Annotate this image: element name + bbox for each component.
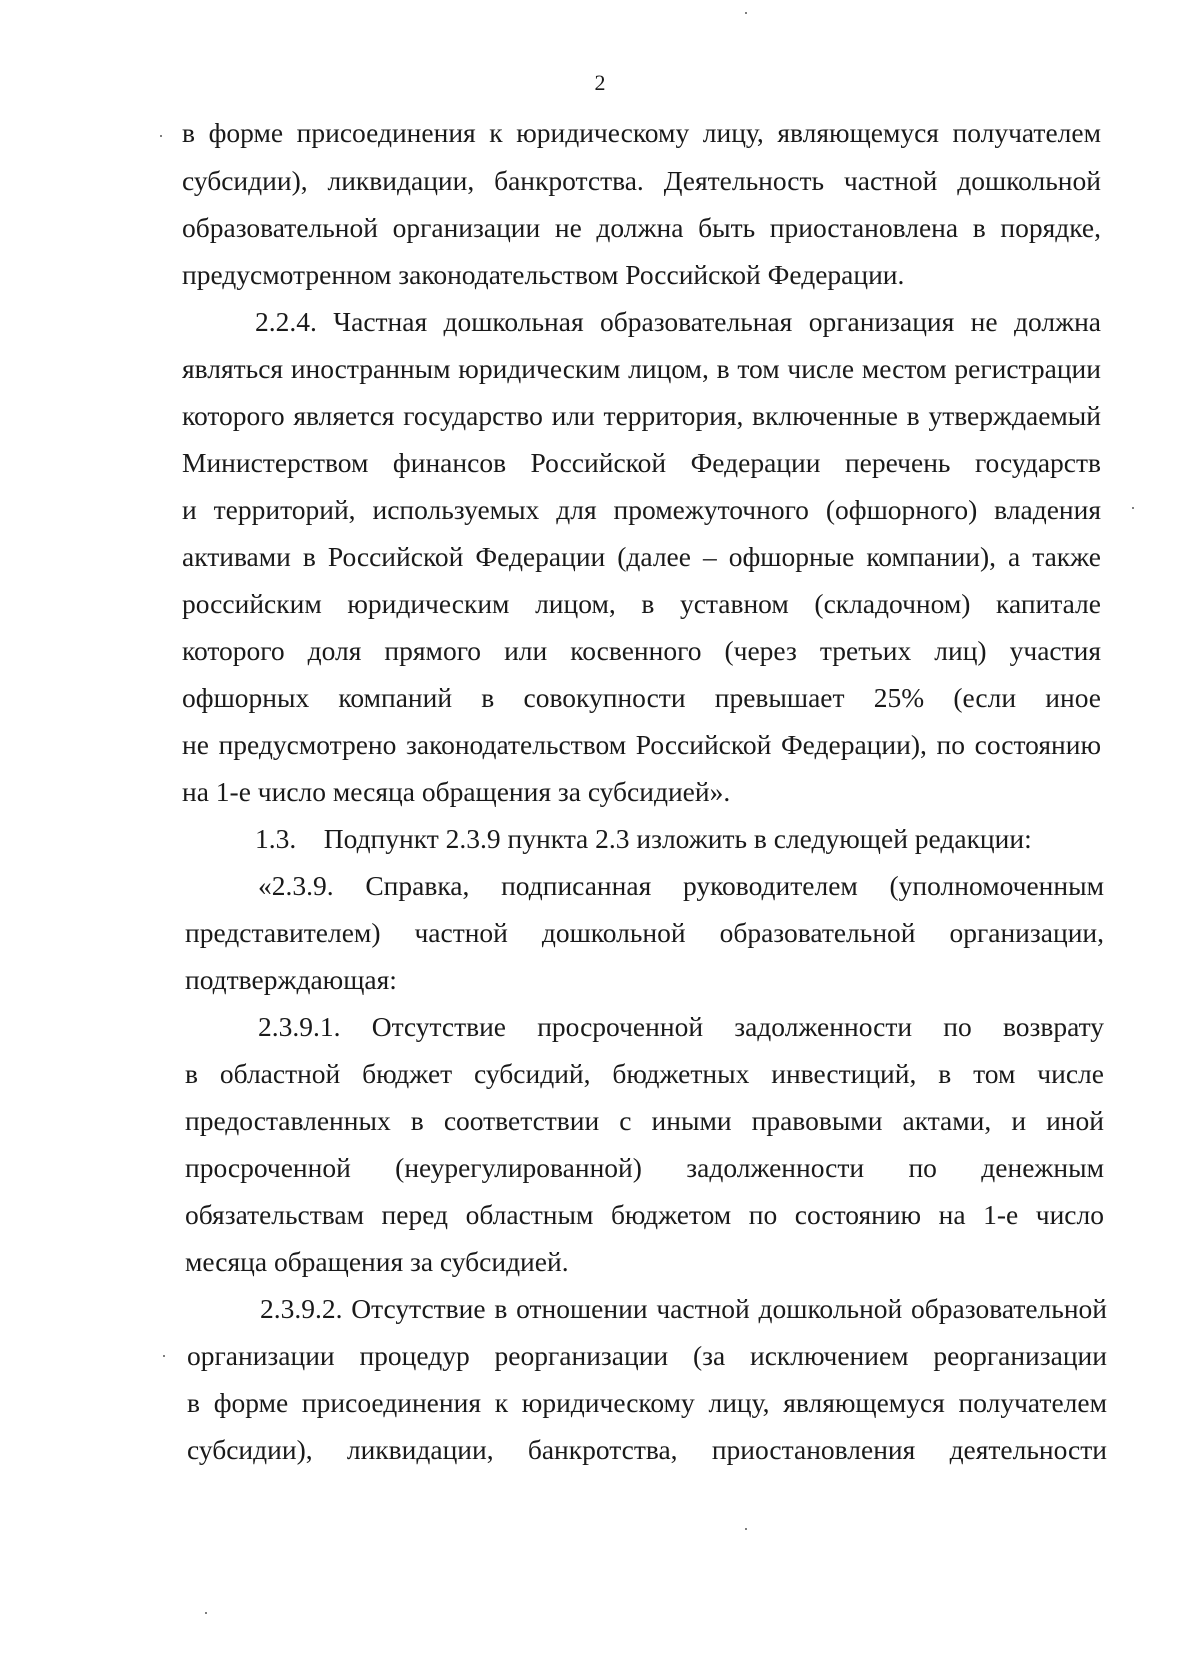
text-line: Министерством финансов Российской Федерации перечень государств (182, 447, 1101, 478)
text-line: и территорий, используемых для промежуточного (офшорного) владения (182, 494, 1101, 525)
text-line: предоставленных в соответствии с иными правовыми актами, и иной (185, 1105, 1104, 1136)
scan-speck (745, 12, 747, 14)
text-line: являться иностранным юридическим лицом, в том числе местом регистрации (182, 353, 1101, 384)
text-line: российским юридическим лицом, в уставном (складочном) капитале (182, 588, 1101, 619)
text-line: предусмотренном законодательством Российской Федерации. (182, 259, 905, 290)
text-line: месяца обращения за субсидией. (185, 1246, 569, 1277)
text-line: представителем) частной дошкольной образовательной организации, (185, 917, 1104, 948)
scan-speck (163, 1355, 165, 1357)
text-line: 2.3.9.1. Отсутствие просроченной задолженности по возврату (258, 1011, 1104, 1042)
text-line: организации процедур реорганизации (за исключением реорганизации (187, 1340, 1107, 1371)
text-line: 2.3.9.2. Отсутствие в отношении частной дошкольной образовательной (260, 1293, 1107, 1324)
text-line: активами в Российской Федерации (далее – офшорные компании), а также (182, 541, 1101, 572)
scan-speck (205, 1612, 207, 1614)
scan-speck (745, 1528, 747, 1530)
text-line: которого является государство или территория, включенные в утверждаемый (182, 400, 1101, 431)
text-line: образовательной организации не должна быть приостановлена в порядке, (182, 212, 1101, 243)
text-line: на 1-е число месяца обращения за субсидией». (182, 776, 731, 807)
scan-speck (160, 135, 162, 137)
page-number: 2 (594, 70, 606, 95)
text-line: в форме присоединения к юридическому лицу, являющемуся получателем (187, 1387, 1107, 1418)
scan-speck (1132, 507, 1134, 509)
text-line: которого доля прямого или косвенного (через третьих лиц) участия (182, 635, 1101, 666)
text-line: субсидии), ликвидации, банкротства, приостановления деятельности (187, 1434, 1107, 1465)
text-line: 2.2.4. Частная дошкольная образовательная организация не должна (255, 306, 1101, 337)
text-line: субсидии), ликвидации, банкротства. Деятельность частной дошкольной (182, 165, 1101, 196)
text-line: просроченной (неурегулированной) задолженности по денежным (185, 1152, 1104, 1183)
text-line: в областной бюджет субсидий, бюджетных инвестиций, в том числе (185, 1058, 1104, 1089)
text-line: подтверждающая: (185, 964, 397, 995)
text-line: 1.3. Подпункт 2.3.9 пункта 2.3 изложить в следующей редакции: (255, 823, 1032, 854)
text-line: офшорных компаний в совокупности превышает 25% (если иное (182, 682, 1101, 713)
text-line: обязательствам перед областным бюджетом по состоянию на 1-е число (185, 1199, 1104, 1230)
text-line: в форме присоединения к юридическому лицу, являющемуся получателем (182, 117, 1101, 148)
text-line: не предусмотрено законодательством Российской Федерации), по состоянию (182, 729, 1101, 760)
text-line: «2.3.9. Справка, подписанная руководителем (уполномоченным (258, 870, 1104, 901)
